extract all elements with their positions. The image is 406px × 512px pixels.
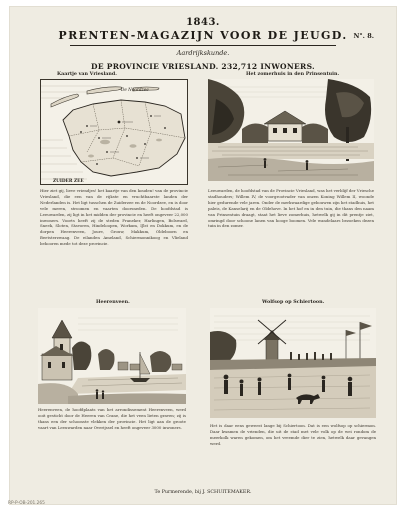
year: 1843. [186,17,220,28]
title-rule [70,45,336,46]
wolf-plate [210,308,376,418]
wolf-description: Het is daar eens geweest lange bij Schiertoon. Dat is een wolfsop op schiermon. Daar kwamen de vrienden, die uit de stad met vele volk op de wei rondom de meerkolk waren gekomen, om het vreemde dier te zien, hetwelk daar gevangen werd. [210,423,376,446]
heerenveen-plate [38,308,186,404]
map-label-zuiderzee: ZUIDER ZEE [53,179,84,184]
map-caption: Kaartje van Vriesland. [57,71,117,77]
issue-number: N°. 8. [353,32,374,40]
wolf-caption: Wolfsop op Schiertoon. [262,299,325,305]
map-of-friesland [41,80,187,184]
print-sheet [10,7,396,504]
province-heading: DE PROVINCIE VRIESLAND. 232,712 INWONERS. [91,62,315,71]
section-title: Aardrijkskunde. [176,49,230,57]
heerenveen-description: Heerenveen, de hoofdplaats van het arrondissement Heerenveen, werd ooit gesticht door de Heeren van Crane, die het veen lieten graven; zij is thans een der schoonste vlekken der provincie. Het ligt aan de groote vaart van Leeuwarden naar Overijssel en heeft ongeveer 3000 inwoners. [38,407,186,430]
heerenveen-caption: Heerenveen. [96,299,130,305]
map-description: Hier ziet gij, lieve vriendjes! het kaartje van den kouden! van de provincie Vriesland, die een van de rijkste en vruchtbaarste landen der Nederlanden is. Het ligt tusschen de Zuiderzee en de Noordzee, en is door vele meren, stroomen en vaarten doorsneden. De hoofdstad is Leeuwarden, zij ligt in het midden der provincie en heeft ongeveer 22,000 inwoners. Voorts heeft zij de steden Franeker, Harlingen, Bolsward, Sneek, Sloten, Stavoren, Hindeloopen, Workum, IJlst en Dokkum, en de dorpen Heerenveen, Joure, Grouw, Makkum, Oldeboorn en Beetsterzwaag. De eilanden Ameland, Schiermonnikoog en Vlieland behooren mede tot deze provincie. [40,188,188,247]
wolf-hunt-engraving [210,308,376,418]
buitenplaats-caption: Het zomerhuis in den Prinsentuin. [246,71,340,77]
heerenveen-engraving [38,308,186,404]
buitenplaats-description: Leeuwarden, de hoofdstad van de Provincie Vriesland, was het verblijf der Vriesche stadhouders; Willem IV, de voorgrootvader van onzen Koning Willem II, woonde hier gedurende vele jaren. Onder de merkwaardige gebouwen zijn het stadhuis, het paleis, de Kanselarij en de Oldehove. In het hof en in den tuin, die thans den naam van Prinsentuin draagt, staat het lieve zomerhuis, hetwelk gij in dit prentje ziet, omringd door schoone lanen van hooge boomen. Vele wandelaars bezoeken dezen tuin in den zomer. [208,188,374,229]
map-label-north-sea: De Noordzee [121,87,149,92]
page-title: PRENTEN-MAGAZIJN VOOR DE JEUGD. [58,29,348,42]
buitenplaats-plate [208,79,374,181]
summer-house-engraving [208,79,374,181]
map-plate [40,79,188,185]
catalog-stamp: RP-P-OB-201.265 [8,501,45,506]
publisher-credit: Te Purmerende, bij J. SCHUITEMAKER. [154,490,252,495]
